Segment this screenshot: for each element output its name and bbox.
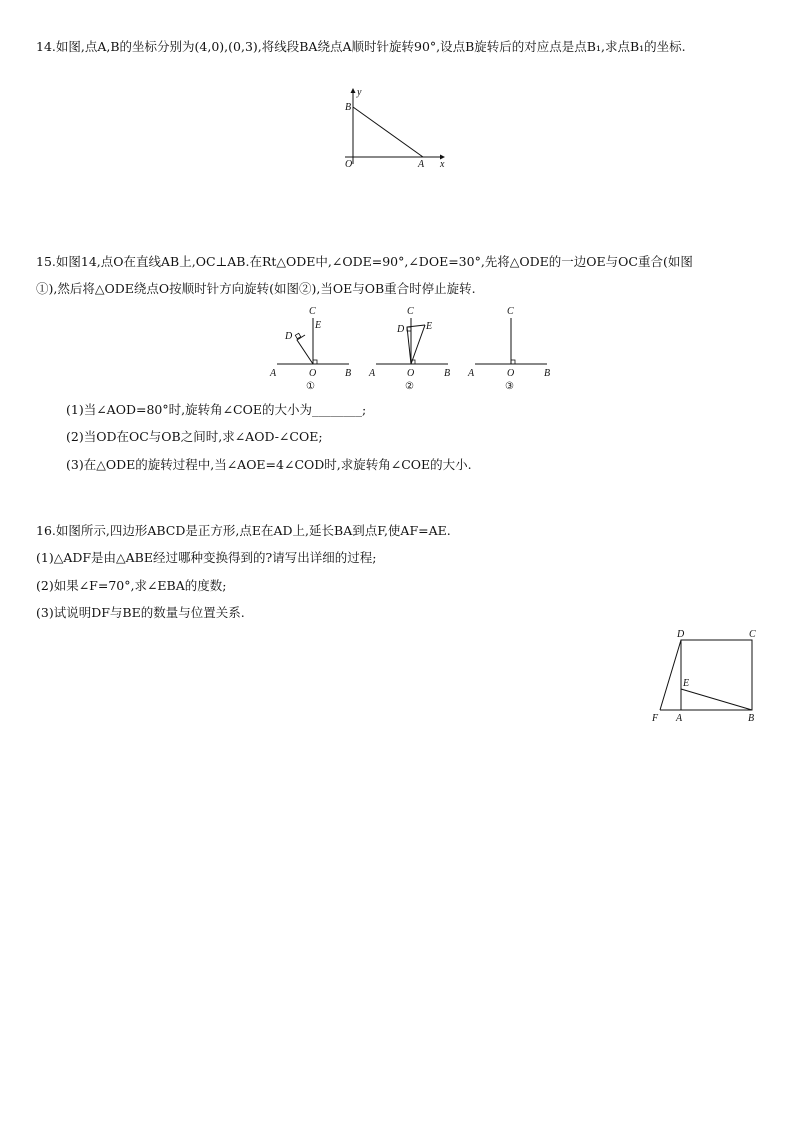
q15-sub3: (3)在△ODE的旋转过程中,当∠AOE=4∠COD时,求旋转角∠COE的大小.: [66, 457, 472, 472]
q15-fig3-label-b: B: [544, 368, 551, 379]
q15-fig2-label-o: O: [407, 368, 415, 379]
q15-fig1-label-e: E: [315, 320, 322, 331]
q15-fig1-caption: ①: [306, 381, 315, 392]
q16-label-b: B: [748, 713, 755, 724]
q14-label-o: O: [345, 159, 353, 170]
q16-sub3: (3)试说明DF与BE的数量与位置关系.: [36, 605, 245, 620]
q16-label-f: F: [652, 713, 659, 724]
q16-line1: 16.如图所示,四边形ABCD是正方形,点E在AD上,延长BA到点F,使AF=AE.: [36, 523, 451, 538]
q15-fig3-label-c: C: [507, 306, 514, 317]
q15-fig3-label-o: O: [507, 368, 515, 379]
q15-fig1-label-a: A: [270, 368, 277, 379]
q14-label-x: x: [440, 159, 445, 170]
q15-fig3-label-a: A: [468, 368, 475, 379]
q15-fig2-label-d: D: [397, 324, 405, 335]
q15-fig2-label-e: E: [426, 321, 433, 332]
q15-sub2: (2)当OD在OC与OB之间时,求∠AOD-∠COE;: [66, 429, 323, 444]
q14-text: 14.如图,点A,B的坐标分别为(4,0),(0,3),将线段BA绕点A顺时针旋转90°,设点B旋转后的对应点是点B₁,求点B₁的坐标.: [36, 39, 686, 54]
q15-fig2-label-b: B: [444, 368, 451, 379]
q15-line1: 15.如图14,点O在直线AB上,OC⊥AB.在Rt△ODE中,∠ODE=90°,∠DOE=30°,先将△ODE的一边OE与OC重合(如图: [36, 254, 693, 269]
q15-sub1: (1)当∠AOD=80°时,旋转角∠COE的大小为________;: [66, 402, 367, 417]
q15-line2: ①),然后将△ODE绕点O按顺时针方向旋转(如图②),当OE与OB重合时停止旋转.: [36, 281, 476, 296]
q14-label-y: y: [357, 87, 362, 98]
q16-segment-df: [660, 640, 681, 710]
q16-label-e: E: [683, 678, 690, 689]
q14-label-b: B: [345, 102, 352, 113]
q15-fig1-label-d: D: [285, 331, 293, 342]
q15-fig2-caption: ②: [405, 381, 414, 392]
q14-label-a: A: [418, 159, 425, 170]
q15-fig1-label-c: C: [309, 306, 316, 317]
q15-fig2-label-a: A: [369, 368, 376, 379]
q15-fig3-caption: ③: [505, 381, 514, 392]
q16-sub1: (1)△ADF是由△ABE经过哪种变换得到的?请写出详细的过程;: [36, 550, 377, 565]
q15-fig1-label-o: O: [309, 368, 317, 379]
q16-label-d: D: [677, 629, 685, 640]
q16-label-c: C: [749, 629, 756, 640]
q16-segment-be: [681, 689, 752, 710]
q15-fig2-label-c: C: [407, 306, 414, 317]
q16-sub2: (2)如果∠F=70°,求∠EBA的度数;: [36, 578, 227, 593]
q16-label-a: A: [676, 713, 683, 724]
q15-fig1-label-b: B: [345, 368, 352, 379]
